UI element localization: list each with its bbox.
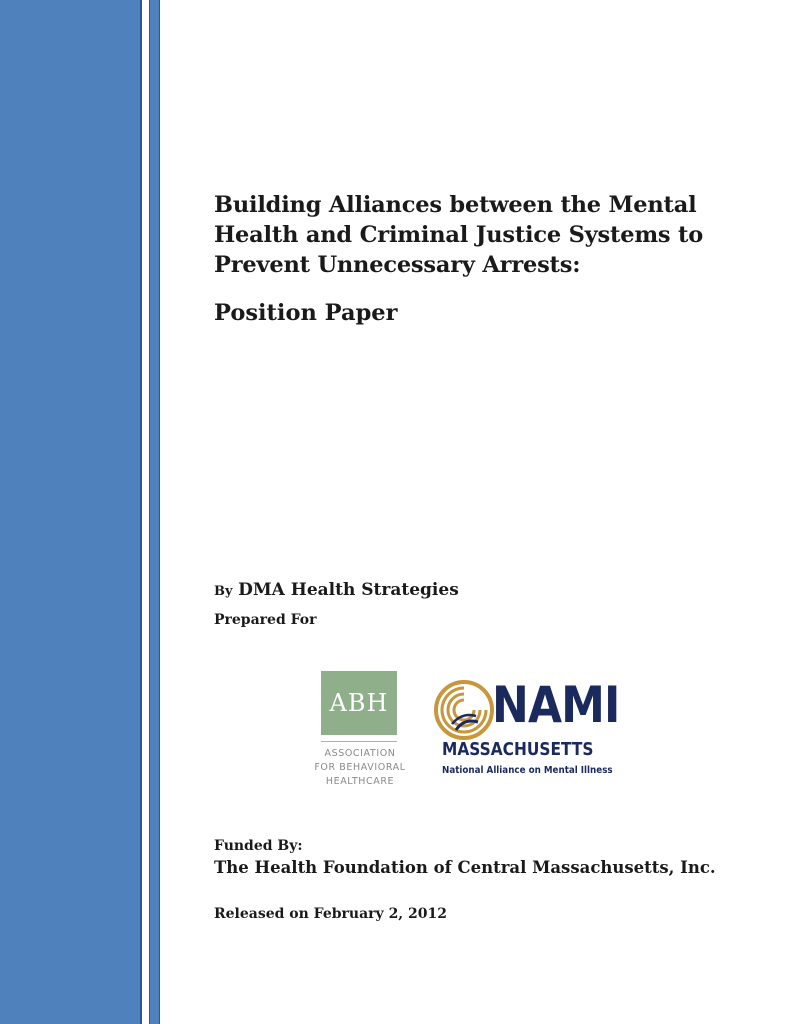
title-line-1: Building Alliances between the Mental — [214, 192, 697, 218]
funded-by-label: Funded By: — [214, 838, 303, 854]
nami-wordmark: NAMI — [492, 676, 620, 734]
document-title — [214, 190, 754, 280]
nami-tagline: National Alliance on Mental Illness — [442, 765, 613, 776]
abh-text-line-3: HEALTHCARE — [325, 776, 395, 787]
abh-logo — [305, 671, 415, 801]
abh-logo-box — [321, 671, 397, 735]
nami-logo — [432, 676, 632, 790]
abh-text-line-1: ASSOCIATION — [324, 748, 396, 759]
nami-swirl-icon — [434, 680, 494, 740]
abh-text-line-2: FOR BEHAVIORAL — [314, 762, 406, 773]
byline-prefix: By — [214, 584, 233, 599]
title-line-3: Prevent Unnecessary Arrests: — [214, 252, 581, 278]
title-line-2: Health and Criminal Justice Systems to — [214, 222, 704, 248]
byline — [214, 580, 459, 600]
abh-logo-divider — [321, 741, 397, 742]
byline-author: DMA Health Strategies — [238, 580, 459, 600]
document-subtitle: Position Paper — [214, 300, 398, 326]
prepared-for-label: Prepared For — [214, 612, 317, 628]
abh-logo-text — [305, 747, 415, 789]
abh-logo-letters: ABH — [329, 689, 389, 717]
nami-state: MASSACHUSETTS — [442, 740, 594, 760]
decorative-sidebar-wide — [0, 0, 142, 1024]
decorative-sidebar-thin — [149, 0, 160, 1024]
funder-name: The Health Foundation of Central Massachusetts, Inc. — [214, 858, 716, 877]
release-date: Released on February 2, 2012 — [214, 906, 448, 922]
